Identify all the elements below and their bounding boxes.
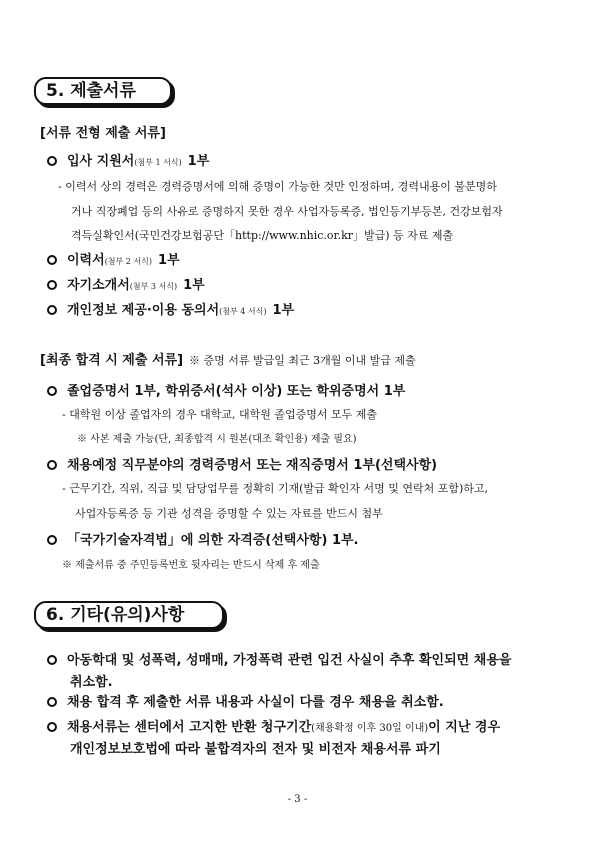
item-label: 채용예정 직무분야의 경력증명서 또는 재직증명서 1부(선택사항) — [67, 458, 438, 473]
final-item-career-desc-2: 사업자등록증 등 기관 성격을 증명할 수 있는 자료를 반드시 첨부 — [75, 507, 383, 520]
notice-text: 채용서류는 센터에서 고지한 반환 청구기간 — [67, 720, 312, 735]
notice-item-1 — [47, 649, 511, 668]
final-item-career-desc-1: - 근무기간, 직위, 직급 및 담당업무를 정확히 기재(발급 확인자 서명 및 연락처 포함)하고, — [62, 482, 489, 495]
item-note: (첨부 1 서식) — [134, 158, 182, 167]
circle-bullet-icon — [47, 255, 57, 265]
circle-bullet-icon — [47, 722, 57, 732]
doc-item-application-desc-1: - 이력서 상의 경력은 경력증명서에 의해 증명이 가능한 것만 인정하며, 경력내용이 불분명하 — [58, 180, 497, 193]
final-heading: [최종 합격 시 제출 서류] — [40, 353, 184, 368]
final-note: ※ 제출서류 중 주민등록번호 뒷자리는 반드시 삭제 후 제출 — [62, 560, 320, 571]
item-note: (첨부 2 서식) — [104, 257, 153, 266]
item-label: 개인정보 제공·이용 동의서 — [67, 303, 220, 318]
page-number: - 3 - — [287, 794, 308, 805]
doc-item-resume — [47, 249, 180, 268]
circle-bullet-icon — [47, 305, 57, 315]
final-heading-row — [40, 349, 416, 368]
final-item-career — [47, 454, 437, 473]
doc-item-application-desc-2: 거나 직장폐업 등의 사유로 증명하지 못한 경우 사업자등록증, 법인등기부등본, 건강보험자 — [71, 205, 503, 218]
section-5-title-text: 5. 제출서류 — [46, 81, 136, 101]
notice-note: (채용확정 이후 30일 이내) — [311, 723, 429, 734]
notice-item-3 — [47, 716, 500, 735]
notice-item-1-cont: 취소함. — [70, 675, 113, 690]
notice-text-tail: 이 지난 경우 — [428, 720, 501, 735]
notice-text: 채용 합격 후 제출한 서류 내용과 사실이 다를 경우 채용을 취소함. — [67, 695, 444, 710]
item-label: 자기소개서 — [67, 278, 130, 293]
doc-screen-heading: [서류 전형 제출 서류] — [40, 126, 166, 141]
notice-item-3-cont: 개인정보보호법에 따라 불합격자의 전자 및 비전자 채용서류 파기 — [70, 742, 441, 757]
doc-item-application — [47, 150, 209, 169]
section-6-title-text: 6. 기타(유의)사항 — [46, 605, 185, 625]
final-item-degree-sub: ※ 사본 제출 가능(단, 최종합격 시 원본(대조 확인용) 제출 필요) — [77, 434, 357, 445]
doc-item-application-desc-3: 격득실확인서(국민건강보험공단「http://www.nhic.or.kr」발급) 등 자료 제출 — [71, 229, 454, 242]
item-note: (첨부 3 서식) — [129, 282, 178, 291]
circle-bullet-icon — [47, 697, 57, 707]
circle-bullet-icon — [47, 655, 57, 665]
circle-bullet-icon — [47, 156, 57, 166]
item-suffix: 1부 — [158, 253, 180, 268]
item-note: (첨부 4 서식) — [219, 307, 267, 316]
final-item-degree-desc: - 대학원 이상 졸업자의 경우 대학교, 대학원 졸업증명서 모두 제출 — [62, 408, 377, 421]
item-label: 「국가기술자격법」에 의한 자격증(선택사항) 1부. — [67, 533, 359, 548]
item-label: 졸업증명서 1부, 학위증서(석사 이상) 또는 학위증명서 1부 — [67, 384, 406, 399]
final-heading-note: ※ 증명 서류 발급일 최근 3개월 이내 발급 제출 — [189, 354, 416, 367]
section-5-title — [34, 77, 172, 105]
circle-bullet-icon — [47, 280, 57, 290]
circle-bullet-icon — [47, 460, 57, 470]
circle-bullet-icon — [47, 535, 57, 545]
item-suffix: 1부 — [183, 278, 205, 293]
final-item-certificate — [47, 529, 359, 548]
doc-item-self-intro — [47, 274, 205, 293]
item-suffix: 1부 — [187, 154, 210, 169]
item-label: 이력서 — [67, 253, 105, 268]
notice-text: 아동학대 및 성폭력, 성매매, 가정폭력 관련 입건 사실이 추후 확인되면 채용을 — [67, 653, 512, 668]
item-label: 입사 지원서 — [67, 154, 135, 169]
item-suffix: 1부 — [272, 303, 295, 318]
section-6-title — [34, 601, 224, 629]
final-item-degree — [47, 380, 405, 399]
doc-item-privacy-consent — [47, 299, 294, 318]
notice-item-2 — [47, 691, 444, 710]
circle-bullet-icon — [47, 386, 57, 396]
